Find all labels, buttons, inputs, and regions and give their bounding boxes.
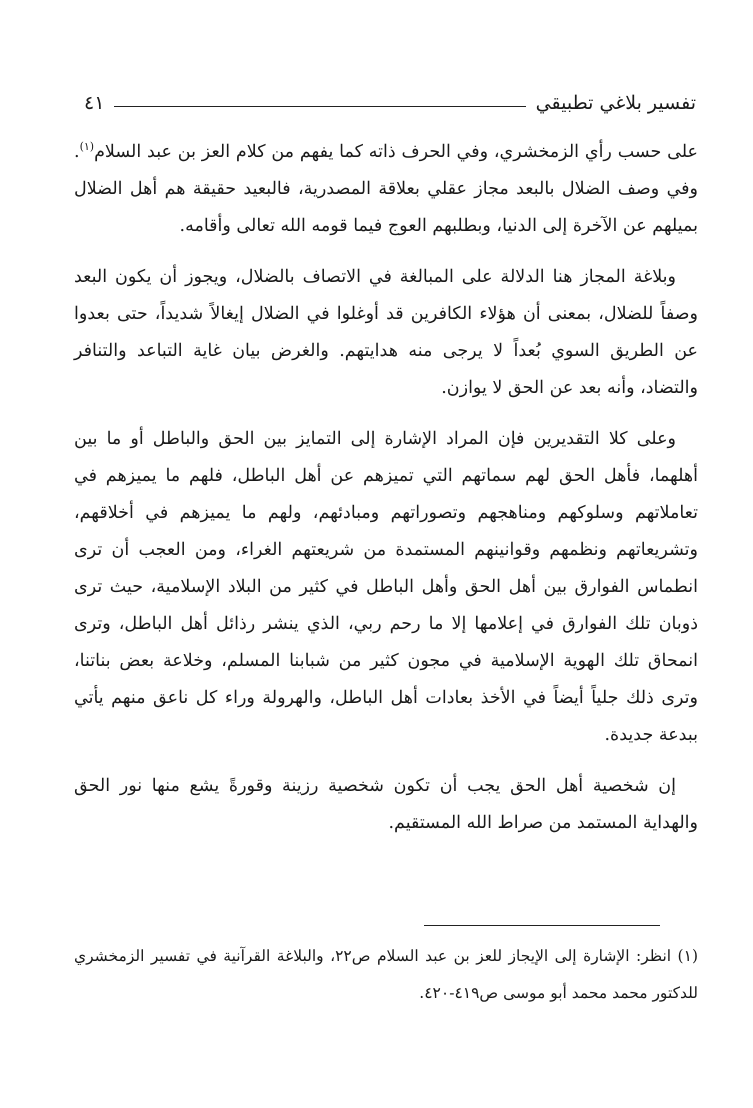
- book-title: تفسير بلاغي تطبيقي: [535, 92, 696, 114]
- footnote-text: (١) انظر: الإشارة إلى الإيجاز للعز بن عبد السلام ص٢٢، والبلاغة القرآنية في تفسير الزمخشري للدكتور محمد محمد أبو موسى ص٤١٩-٤٢٠.: [74, 947, 698, 1002]
- paragraph-text-continued: . وفي وصف الضلال بالبعد مجاز عقلي بعلاقة المصدرية، فالبعيد حقيقة هم أهل الضلال بميلهم عن الآخرة إلى الدنيا، وبطلبهم العوج فيما قومه الله تعالى وأقامه.: [74, 142, 698, 236]
- footnote-separator: [424, 925, 660, 926]
- header-rule: [114, 106, 525, 107]
- paragraph-text: على حسب رأي الزمخشري، وفي الحرف ذاته كما يفهم من كلام العز بن عبد السلام: [94, 142, 698, 162]
- running-header: [84, 86, 696, 120]
- body-text: [74, 134, 698, 856]
- paragraph: وعلى كلا التقديرين فإن المراد الإشارة إلى التمايز بين الحق والباطل أو ما بين أهلهما، فأهل الحق لهم سماتهم التي تميزهم عن أهل الباطل، فلهم ما يميزهم في تعاملاتهم وسلوكهم ومناهجهم وتصوراتهم ومبادئهم، ولهم ما يميزهم في أخلاقهم، وتشريعاتهم ونظمهم وقوانينهم المستمدة من شريعتهم الغراء، ومن العجب أن ترى انطماس الفوارق بين أهل الحق وأهل الباطل في كثير من البلاد الإسلامية، حيث ترى ذوبان تلك الفوارق في إعلامها إلا ما رحم ربي، الذي ينشر رذائل أهل الباطل، وترى انمحاق تلك الهوية الإسلامية في مجون كثير من شبابنا المسلم، وخلاعة بعض بناتنا، وترى ذلك جلياً أيضاً في الأخذ بعادات أهل الباطل، والهرولة وراء كل ناعق منهم يأتي ببدعة جديدة.: [74, 429, 698, 745]
- page-number: ٤١: [84, 92, 105, 114]
- paragraph: [74, 134, 698, 245]
- footnote: [74, 938, 698, 1012]
- footnote-reference: (١): [79, 140, 95, 154]
- paragraph: وبلاغة المجاز هنا الدلالة على المبالغة في الاتصاف بالضلال، ويجوز أن يكون البعد وصفاً للضلال، بمعنى أن هؤلاء الكافرين قد أوغلوا في الضلال إيغالاً شديداً، حتى بعدوا عن الطريق السوي بُعداً لا يرجى منه هدايتهم. والغرض بيان غاية التباعد والتنافر والتضاد، وأنه بعد عن الحق لا يوازن.: [74, 267, 698, 398]
- paragraph: إن شخصية أهل الحق يجب أن تكون شخصية رزينة وقورةً يشع منها نور الحق والهداية المستمد من صراط الله المستقيم.: [74, 776, 698, 833]
